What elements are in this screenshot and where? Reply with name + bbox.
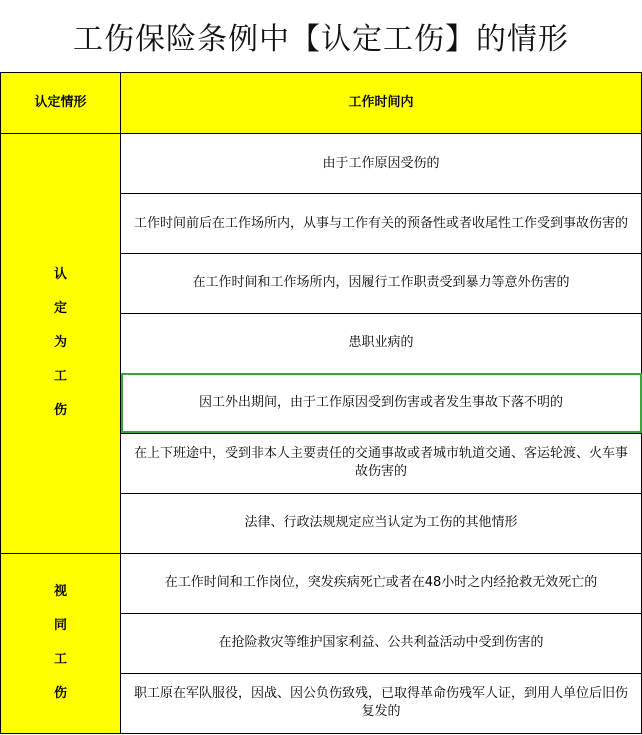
table-row [1,134,642,194]
header-content: 工作时间内 [121,73,642,134]
table-cell: 工作时间前后在工作场所内，从事与工作有关的预备性或者收尾性工作受到事故伤害的 [121,194,642,254]
table-cell: 在抢险救灾等维护国家利益、公共利益活动中受到伤害的 [121,613,642,673]
category-recognized [1,134,121,554]
table-cell: 法律、行政法规规定应当认定为工伤的其他情形 [121,493,642,553]
table-cell: 患职业病的 [121,313,642,373]
category-deemed [1,553,121,733]
category-char: 视 [53,584,67,600]
category-char: 认 [53,267,67,283]
page-title: 工伤保险条例中【认定工伤】的情形 [73,22,569,57]
table-cell: 职工原在军队服役，因战、因公负伤致残，已取得革命伤残军人证，到用人单位后旧伤复发的 [121,673,642,733]
injury-table [0,72,642,734]
table-row [1,553,642,613]
table-cell: 在上下班途中，受到非本人主要责任的交通事故或者城市轨道交通、客运轮渡、火车事故伤害的 [121,433,642,493]
category-char: 伤 [53,686,67,702]
category-char: 工 [53,369,67,385]
category-char: 工 [53,652,67,668]
category-char: 同 [53,618,67,634]
table-cell: 在工作时间和工作岗位，突发疾病死亡或者在48小时之内经抢救无效死亡的 [121,553,642,613]
category-char: 伤 [53,403,67,419]
table-cell: 由于工作原因受伤的 [121,134,642,194]
category-char: 定 [53,301,67,317]
table-cell-selected[interactable]: 因工外出期间，由于工作原因受到伤害或者发生事故下落不明的 [121,373,642,433]
category-char: 为 [53,335,67,351]
header-category: 认定情形 [1,73,121,134]
header-row [1,73,642,134]
table-cell: 在工作时间和工作场所内，因履行工作职责受到暴力等意外伤害的 [121,254,642,314]
